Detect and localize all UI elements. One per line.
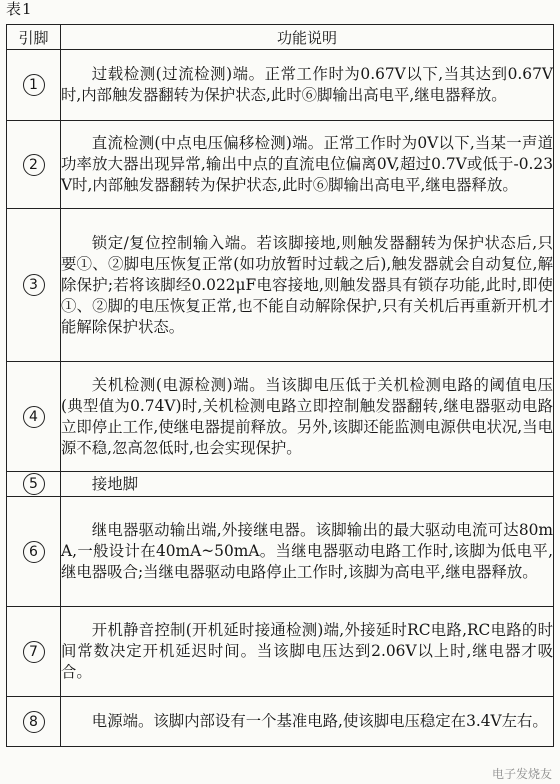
- pin-number: 4: [23, 406, 45, 428]
- header-function: 功能说明: [61, 25, 554, 50]
- table-row: [7, 697, 554, 747]
- table-row: [7, 472, 554, 497]
- pin-description: 开机静音控制(开机延时接通检测)端,外接延时RC电路,RC电路的时间常数决定开机延迟时间。当该脚电压达到2.06V以上时,继电器才吸合。: [61, 607, 554, 697]
- table-row: [7, 121, 554, 209]
- table-row: [7, 607, 554, 697]
- pin-number: 2: [23, 154, 45, 176]
- pin-number: 8: [23, 711, 45, 733]
- pin-number: 7: [23, 641, 45, 663]
- pin-description: 继电器驱动输出端,外接继电器。该脚输出的最大驱动电流可达80mA,一般设计在40mA~50mA。当继电器驱动电路工作时,该脚为低电平,继电器吸合;当继电器驱动电路停止工作时,该脚为高电平,继电器释放。: [61, 497, 554, 607]
- table-caption: 表1: [6, 0, 33, 18]
- pin-description: 电源端。该脚内部设有一个基准电路,使该脚电压稳定在3.4V左右。: [61, 697, 554, 747]
- pin-description: 过载检测(过流检测)端。正常工作时为0.67V以下,当其达到0.67V时,内部触发器翻转为保护状态,此时⑥脚输出高电平,继电器释放。: [61, 50, 554, 121]
- pin-description: 锁定/复位控制输入端。若该脚接地,则触发器翻转为保护状态后,只要①、②脚电压恢复正常(如功放暂时过载之后),触发器就会自动复位,解除保护;若将该脚经0.022μF电容接地,则触发器具有锁存功能,此时,即使①、②脚的电压恢复正常,也不能自动解除保护,只有关机后再重新开机才能解除保护状态。: [61, 209, 554, 362]
- pin-function-table: [6, 24, 554, 747]
- pin-number: 6: [23, 541, 45, 563]
- pin-description: 直流检测(中点电压偏移检测)端。正常工作时为0V以下,当某一声道功率放大器出现异常,输出中点的直流电位偏离0V,超过0.7V或低于-0.23V时,内部触发器翻转为保护状态,此时⑥脚输出高电平,继电器释放。: [61, 121, 554, 209]
- table-header-row: [7, 25, 554, 50]
- table-row: [7, 497, 554, 607]
- pin-number: 3: [23, 274, 45, 296]
- table-row: [7, 209, 554, 362]
- watermark: 电子发烧友: [491, 767, 552, 781]
- pin-description: 关机检测(电源检测)端。当该脚电压低于关机检测电路的阈值电压(典型值为0.74V)时,关机检测电路立即控制触发器翻转,继电器驱动电路立即停止工作,使继电器提前释放。另外,该脚还能监测电源供电状况,当电源不稳,忽高忽低时,也会实现保护。: [61, 362, 554, 472]
- header-pin: 引脚: [7, 25, 61, 50]
- pin-number: 5: [23, 473, 45, 495]
- table-row: [7, 362, 554, 472]
- table-row: [7, 50, 554, 121]
- pin-description: 接地脚: [61, 472, 554, 497]
- pin-number: 1: [23, 74, 45, 96]
